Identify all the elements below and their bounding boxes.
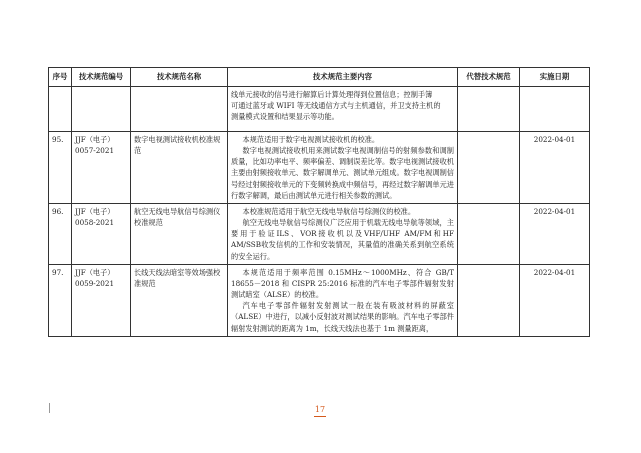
- cell-content: [228, 203, 458, 264]
- content-line: 线单元接收的信号进行解算后计算处理得到位置信息；控制手簿: [231, 90, 433, 99]
- cell-code: [72, 264, 131, 336]
- cell-no: [49, 87, 72, 132]
- table-row-continuation: [49, 87, 590, 132]
- header-content: 技术规范主要内容: [228, 68, 458, 87]
- cell-code: [72, 203, 131, 264]
- content-line: 测量模式设置和结果显示等功能。: [231, 112, 339, 122]
- table-row: [49, 264, 590, 336]
- cell-date: 2022-04-01: [520, 203, 590, 264]
- cell-content: [228, 87, 458, 132]
- cell-content: [228, 264, 458, 336]
- technical-spec-table: [48, 67, 590, 337]
- header-no: 序号: [49, 68, 72, 87]
- content-paragraph: 本校准规范适用于航空无线电导航信号综测仪的校准。: [242, 206, 416, 216]
- code-line: 0058-2021: [75, 218, 115, 228]
- cell-content: [228, 132, 458, 204]
- cell-name: 数字电视测试接收机校准规范: [131, 132, 228, 204]
- table-header-row: [49, 68, 590, 87]
- cell-code: [72, 132, 131, 204]
- cell-name: [131, 87, 228, 132]
- code-line: JJF（电子）: [75, 267, 115, 277]
- content-paragraph: 航空无线电导航信号综测仪广泛应用于机载无线电导航等领域，主要用于验证ILS、VOR接收机以及VHF/UHF AM/FM和HF AM/SSB收发信机的工作和安装情况，其量值的准确关系到航空系统的安全运行。: [231, 218, 454, 261]
- code-line: 0059-2021: [75, 278, 115, 288]
- cell-replaced: [458, 264, 520, 336]
- cell-name: 长线天线法暗室等效场强校准规范: [131, 264, 228, 336]
- cell-no: 97.: [49, 264, 72, 336]
- table-row: [49, 203, 590, 264]
- cell-date: 2022-04-01: [520, 264, 590, 336]
- code-line: JJF（电子）: [75, 206, 115, 216]
- header-replaced: 代替技术规范: [458, 68, 520, 87]
- cell-name: 航空无线电导航信号综测仪校准规范: [131, 203, 228, 264]
- content-paragraph: 本规范适用于数字电视测试接收机的校准。: [242, 135, 380, 144]
- cell-replaced: [458, 203, 520, 264]
- cell-replaced: [458, 87, 520, 132]
- content-line: 可通过蓝牙或 WIFI 等无线通信方式与主机通信，并卫支持主机的: [231, 101, 441, 111]
- header-code: 技术规范编号: [72, 68, 131, 87]
- margin-mark: [49, 403, 50, 413]
- content-paragraph: 本规范适用于频率范围 0.15MHz～1000MHz、符合 GB/T 18655－2018 和 CISPR 25:2016 标准的汽车电子零部件辐射发射测试暗室（ALSE）的校准。: [231, 267, 454, 300]
- cell-date: 2022-04-01: [520, 132, 590, 204]
- code-line: JJF（电子）: [75, 135, 115, 144]
- code-line: 0057-2021: [75, 146, 115, 156]
- content-paragraph: 汽车电子零部件辐射发射测试一般在装有吸波材料的屏蔽室（ALSE）中进行，以减小反射波对测试结果的影响。汽车电子零部件辐射发射测试的距离为 1m，长线天线法也基于 1m 测量距离，: [231, 301, 454, 333]
- header-date: 实施日期: [520, 68, 590, 87]
- cell-no: 96.: [49, 203, 72, 264]
- cell-no: 95.: [49, 132, 72, 204]
- cell-code: [72, 87, 131, 132]
- header-name: 技术规范名称: [131, 68, 228, 87]
- cell-replaced: [458, 132, 520, 204]
- page-number-underline: [314, 416, 326, 417]
- table-row: [49, 132, 590, 204]
- content-paragraph: 数字电视测试接收机用来测试数字电视调制信号的射频参数和调制质量，比如功率电平、频率偏差、调制误差比等。数字电视测试接收机主要由射频接收单元、数字解调单元、测试单元组成。数字电视调制信号经过射频接收单元的下变频转换成中频信号，再经过数字解调单元进行数字解调，最后由测试单元进行相关参数的测试。: [231, 146, 454, 200]
- page-number: 17: [314, 405, 326, 414]
- cell-date: [520, 87, 590, 132]
